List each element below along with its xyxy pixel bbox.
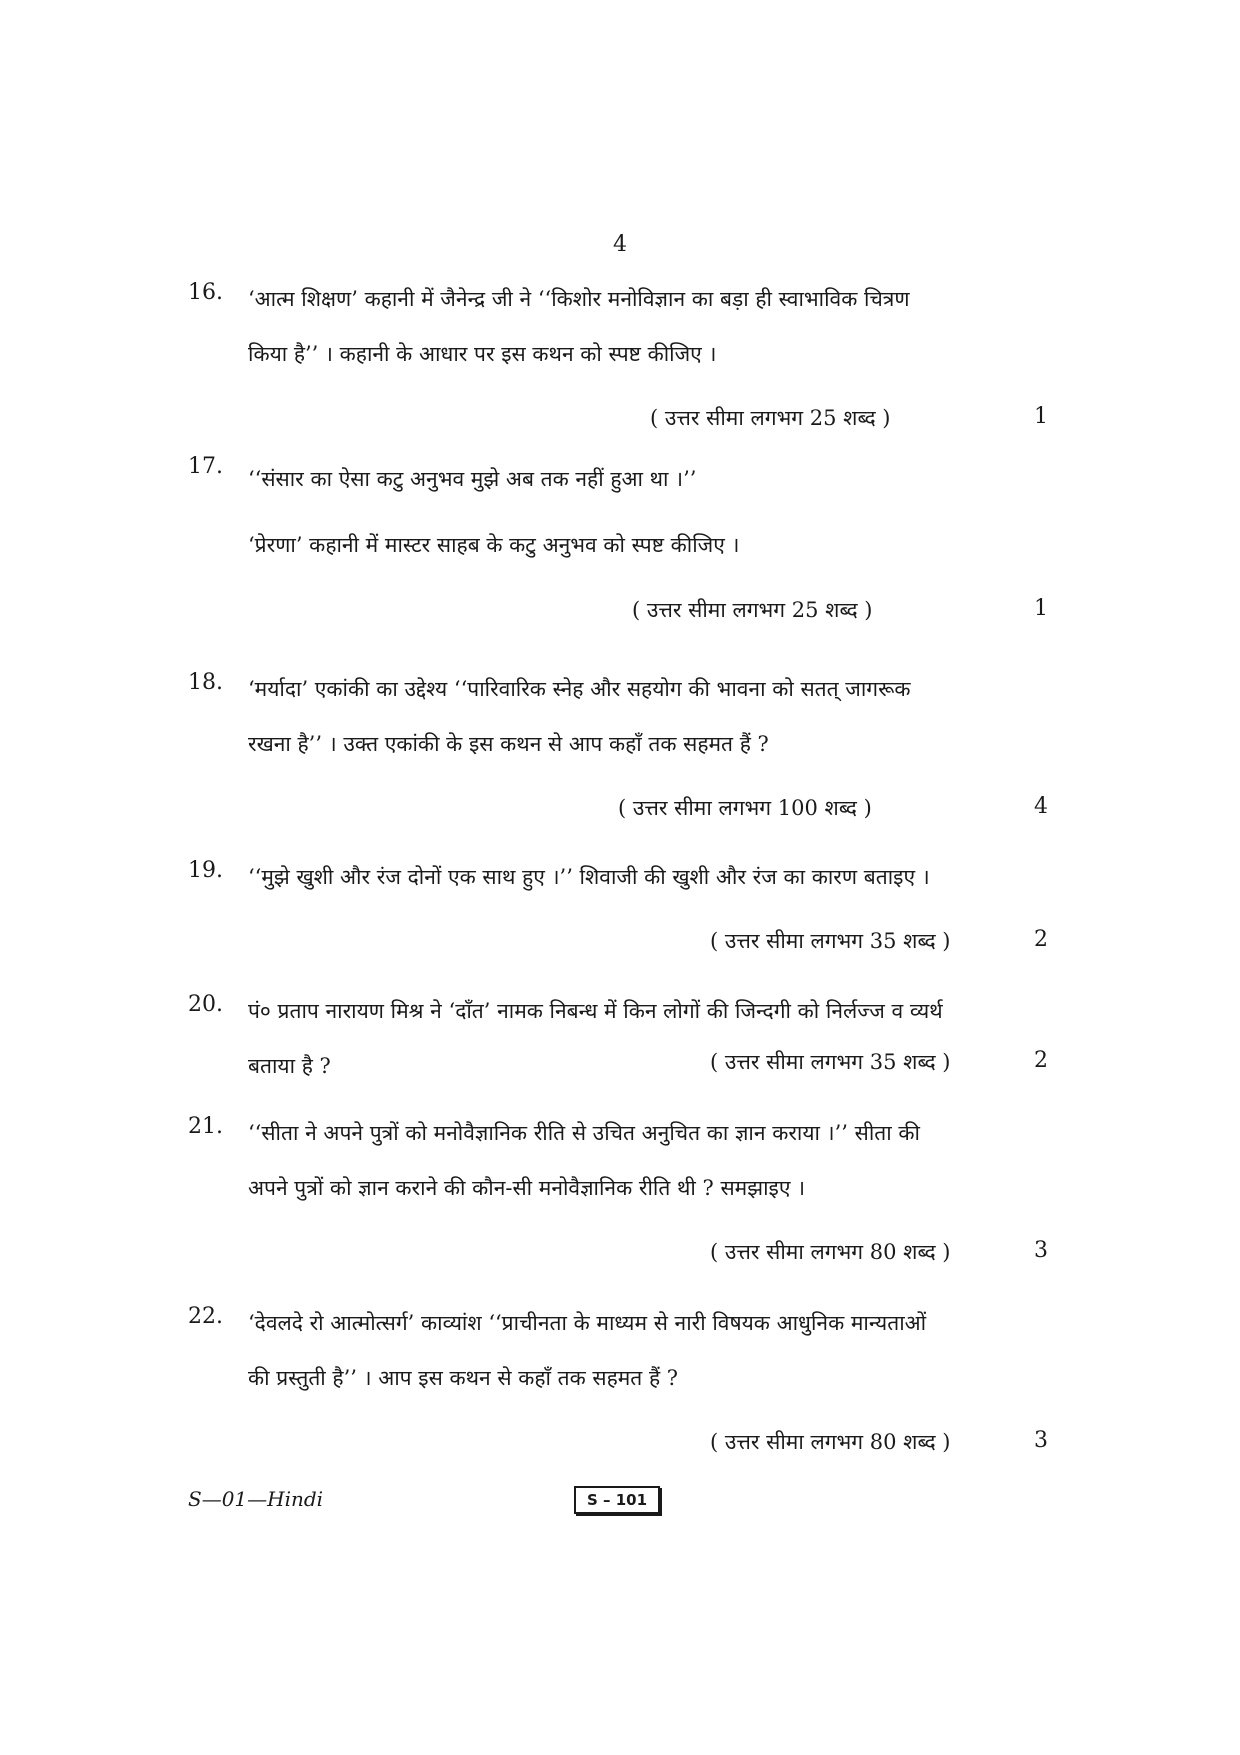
question-number: 19. xyxy=(188,858,223,883)
word-limit: ( उत्तर सीमा लगभग 80 शब्द ) xyxy=(710,1240,951,1264)
question-text-line: ‘देवलदे रो आत्मोत्सर्ग’ काव्यांश ‘‘प्राचीनता के माध्यम से नारी विषयक आधुनिक मान्यताओं xyxy=(248,1311,927,1335)
marks: 2 xyxy=(1034,927,1048,952)
question-number: 22. xyxy=(188,1304,223,1329)
question-text-line: पं० प्रताप नारायण मिश्र ने ‘दाँत’ नामक निबन्ध में किन लोगों की जिन्दगी को निर्लज्ज व व्यर्थ xyxy=(248,999,943,1023)
question-text-line: बताया है ? xyxy=(248,1054,331,1078)
question-number: 20. xyxy=(188,992,223,1017)
word-limit: ( उत्तर सीमा लगभग 25 शब्द ) xyxy=(650,406,891,430)
question-number: 16. xyxy=(188,280,223,305)
question-text-line: ‘आत्म शिक्षण’ कहानी में जैनेन्द्र जी ने ‘‘किशोर मनोविज्ञान का बड़ा ही स्वाभाविक चित्रण xyxy=(248,287,910,311)
word-limit: ( उत्तर सीमा लगभग 25 शब्द ) xyxy=(632,598,873,622)
question-text-line: ‘‘सीता ने अपने पुत्रों को मनोवैज्ञानिक रीति से उचित अनुचित का ज्ञान कराया ।’’ सीता की xyxy=(248,1121,920,1145)
question-22 xyxy=(188,1296,1050,1468)
question-text-line: अपने पुत्रों को ज्ञान कराने की कौन-सी मनोवैज्ञानिक रीति थी ? समझाइए । xyxy=(248,1176,806,1200)
question-20 xyxy=(188,984,1050,1094)
question-18 xyxy=(188,662,1050,834)
question-number: 18. xyxy=(188,670,223,695)
question-text-line: ‘मर्यादा’ एकांकी का उद्देश्य ‘‘पारिवारिक स्नेह और सहयोग की भावना को सतत् जागरूक xyxy=(248,677,911,701)
question-number: 17. xyxy=(188,454,223,479)
marks: 3 xyxy=(1034,1238,1048,1263)
marks: 3 xyxy=(1034,1428,1048,1453)
word-limit: ( उत्तर सीमा लगभग 35 शब्द ) xyxy=(710,1050,951,1074)
question-16 xyxy=(188,272,1050,444)
marks: 1 xyxy=(1034,404,1048,429)
question-number: 21. xyxy=(188,1114,223,1139)
question-text-line: रखना है’’ । उक्त एकांकी के इस कथन से आप कहाँ तक सहमत हैं ? xyxy=(248,732,769,756)
word-limit: ( उत्तर सीमा लगभग 35 शब्द ) xyxy=(710,929,951,953)
marks: 4 xyxy=(1034,794,1048,819)
series-code-box: S – 101 xyxy=(574,1486,660,1514)
question-text-line: ‘‘मुझे खुशी और रंज दोनों एक साथ हुए ।’’ शिवाजी की खुशी और रंज का कारण बताइए । xyxy=(248,865,930,889)
question-21 xyxy=(188,1106,1050,1278)
question-19 xyxy=(188,850,1050,967)
question-text-line: किया है’’ । कहानी के आधार पर इस कथन को स्पष्ट कीजिए । xyxy=(248,342,717,366)
marks: 1 xyxy=(1034,596,1048,621)
paper-code: S—01—Hindi xyxy=(188,1487,324,1511)
word-limit: ( उत्तर सीमा लगभग 80 शब्द ) xyxy=(710,1430,951,1454)
question-text-line: ‘‘संसार का ऐसा कटु अनुभव मुझे अब तक नहीं हुआ था ।’’ xyxy=(248,467,697,491)
question-17 xyxy=(188,446,1050,636)
word-limit: ( उत्तर सीमा लगभग 100 शब्द ) xyxy=(618,796,872,820)
question-text-line: की प्रस्तुती है’’ । आप इस कथन से कहाँ तक सहमत हैं ? xyxy=(248,1366,679,1390)
marks: 2 xyxy=(1034,1048,1048,1073)
question-text-line: ‘प्रेरणा’ कहानी में मास्टर साहब के कटु अनुभव को स्पष्ट कीजिए । xyxy=(248,533,740,557)
page-number: 4 xyxy=(613,232,627,257)
